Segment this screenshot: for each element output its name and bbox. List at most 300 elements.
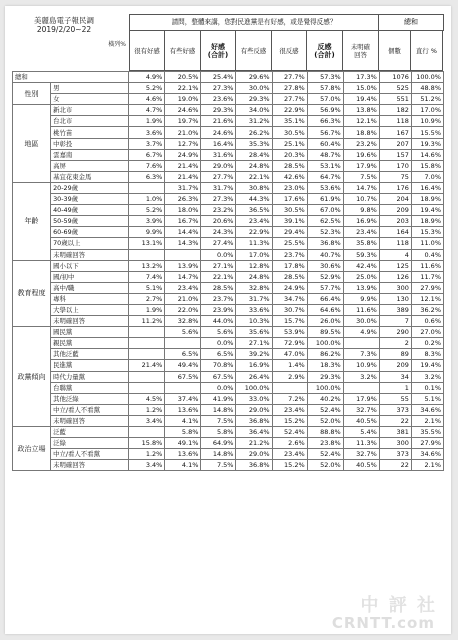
data-cell: 381	[379, 427, 411, 438]
data-cell: 36.8%	[236, 415, 272, 426]
survey-org: 美麗島電子報民調	[34, 16, 94, 25]
row-label: 其他泛綠	[51, 393, 129, 404]
data-cell: 2.9%	[272, 371, 307, 382]
data-cell: 2.1%	[411, 460, 443, 471]
data-cell: 32.7%	[343, 404, 379, 415]
table-row	[13, 271, 444, 282]
row-label: 其他泛藍	[51, 349, 129, 360]
data-cell: 34.0%	[236, 105, 272, 116]
table-header	[12, 11, 444, 71]
data-cell: 40.5%	[343, 460, 379, 471]
table-row	[13, 304, 444, 315]
data-cell: 1.0%	[129, 194, 165, 205]
data-cell: 19.4%	[411, 360, 443, 371]
table-row	[13, 249, 444, 260]
data-cell	[129, 327, 165, 338]
table-row	[13, 205, 444, 216]
data-cell: 4.1%	[165, 460, 201, 471]
data-cell: 35.5%	[411, 427, 443, 438]
data-cell: 3.9%	[129, 216, 165, 227]
data-cell: 100.0%	[411, 72, 443, 83]
data-cell: 29.0%	[236, 404, 272, 415]
row-label: 未明確回答	[51, 316, 129, 327]
data-cell: 27.3%	[201, 194, 236, 205]
row-label: 30-39歲	[51, 194, 129, 205]
data-cell: 39.2%	[236, 349, 272, 360]
data-cell: 4.6%	[129, 94, 165, 105]
data-cell: 1.2%	[129, 449, 165, 460]
data-cell: 28.4%	[236, 149, 272, 160]
data-cell: 31.7%	[236, 293, 272, 304]
data-cell: 5.4%	[343, 427, 379, 438]
data-cell: 28.5%	[272, 160, 307, 171]
data-cell: 125	[379, 260, 411, 271]
data-cell: 13.1%	[129, 238, 165, 249]
table-row	[13, 449, 444, 460]
data-cell: 52.4%	[307, 404, 343, 415]
data-cell: 118	[379, 238, 411, 249]
data-cell: 13.6%	[165, 404, 201, 415]
data-cell: 18.0%	[165, 205, 201, 216]
data-cell: 18.9%	[411, 216, 443, 227]
table-row	[13, 404, 444, 415]
watermark-url: CRNTT.com	[331, 614, 435, 632]
row-label: 時代力量黨	[51, 371, 129, 382]
data-cell: 0.2%	[411, 338, 443, 349]
data-cell: 19.4%	[343, 94, 379, 105]
table-row	[13, 216, 444, 227]
table-row	[13, 382, 444, 393]
data-cell: 525	[379, 83, 411, 94]
data-cell: 36.8%	[236, 460, 272, 471]
row-label: 台北市	[51, 116, 129, 127]
row-label: 中立/看人不看黨	[51, 449, 129, 460]
table-row	[13, 83, 444, 94]
data-cell: 30.6%	[307, 260, 343, 271]
row-label: 20-29歲	[51, 182, 129, 193]
data-cell: 36.2%	[411, 304, 443, 315]
row-label: 台聯黨	[51, 382, 129, 393]
group-label: 年齡	[13, 182, 51, 260]
data-cell: 32.8%	[165, 316, 201, 327]
data-cell: 23.4%	[165, 282, 201, 293]
data-cell: 22.0%	[165, 304, 201, 315]
data-cell: 20.6%	[201, 216, 236, 227]
data-cell: 61.9%	[307, 194, 343, 205]
group-label: 政治立場	[13, 427, 51, 471]
data-cell: 27.7%	[272, 94, 307, 105]
data-cell: 5.8%	[201, 427, 236, 438]
data-cell: 23.4%	[236, 216, 272, 227]
data-cell: 31.7%	[165, 182, 201, 193]
table-row	[13, 149, 444, 160]
data-cell: 9.9%	[129, 227, 165, 238]
data-cell: 24.6%	[201, 127, 236, 138]
data-cell: 164	[379, 227, 411, 238]
column-header: 很反感	[272, 31, 307, 71]
data-cell: 12.1%	[411, 293, 443, 304]
table-row	[13, 360, 444, 371]
data-cell: 33.6%	[236, 304, 272, 315]
column-header: 直行 %	[411, 31, 443, 71]
data-cell: 4	[379, 249, 411, 260]
table-row	[13, 260, 444, 271]
data-cell: 100.0%	[307, 338, 343, 349]
table-row	[13, 160, 444, 171]
data-cell: 30.0%	[236, 83, 272, 94]
data-cell: 51.2%	[411, 94, 443, 105]
row-label: 總和	[13, 72, 129, 83]
data-cell: 209	[379, 360, 411, 371]
data-cell: 3.7%	[129, 138, 165, 149]
table-row	[13, 327, 444, 338]
data-cell: 36.8%	[307, 238, 343, 249]
column-header: 未明確 回答	[343, 31, 379, 71]
watermark-logo: 中 評 社	[360, 595, 437, 616]
data-cell: 30.8%	[236, 182, 272, 193]
data-cell: 7.0%	[411, 171, 443, 182]
data-cell: 18.3%	[307, 360, 343, 371]
data-cell: 3.2%	[343, 371, 379, 382]
data-cell: 12.8%	[236, 260, 272, 271]
data-cell: 5.1%	[129, 282, 165, 293]
data-cell: 40.2%	[307, 393, 343, 404]
data-cell: 4.9%	[129, 72, 165, 83]
data-cell: 17.0%	[411, 105, 443, 116]
data-cell: 30.5%	[272, 127, 307, 138]
data-cell: 22.1%	[201, 271, 236, 282]
column-header: 有些好感	[165, 31, 201, 71]
data-cell: 62.5%	[307, 216, 343, 227]
data-cell: 24.9%	[165, 149, 201, 160]
data-cell: 13.9%	[343, 282, 379, 293]
data-cell: 24.9%	[272, 282, 307, 293]
data-cell: 203	[379, 216, 411, 227]
data-cell: 5.6%	[201, 327, 236, 338]
data-cell: 15.0%	[343, 83, 379, 94]
data-cell: 15.8%	[411, 160, 443, 171]
data-cell: 14.3%	[165, 238, 201, 249]
data-cell: 27.7%	[201, 171, 236, 182]
data-cell: 21.4%	[165, 171, 201, 182]
data-cell: 57.0%	[307, 94, 343, 105]
data-cell: 29.3%	[307, 371, 343, 382]
row-label: 泛綠	[51, 438, 129, 449]
data-cell: 24.8%	[236, 160, 272, 171]
data-cell: 23.4%	[272, 449, 307, 460]
data-cell: 21.6%	[201, 116, 236, 127]
table-row	[13, 72, 444, 83]
data-cell: 551	[379, 94, 411, 105]
column-header: 個數	[379, 31, 411, 71]
data-cell: 15.2%	[272, 460, 307, 471]
data-cell: 0.0%	[201, 382, 236, 393]
column-header: 反感 (合計)	[307, 31, 343, 71]
data-cell: 14.7%	[165, 271, 201, 282]
data-cell: 31.6%	[201, 149, 236, 160]
data-cell: 5.2%	[129, 83, 165, 94]
data-cell: 86.2%	[307, 349, 343, 360]
data-cell: 13.2%	[129, 260, 165, 271]
data-cell: 27.7%	[272, 72, 307, 83]
data-cell: 22.1%	[236, 171, 272, 182]
data-cell: 19.0%	[165, 94, 201, 105]
data-cell: 67.0%	[307, 205, 343, 216]
data-cell: 18.9%	[411, 194, 443, 205]
row-label: 泛藍	[51, 427, 129, 438]
data-cell: 6.5%	[165, 349, 201, 360]
data-cell: 17.6%	[272, 194, 307, 205]
data-cell	[272, 382, 307, 393]
data-cell: 34.6%	[411, 404, 443, 415]
data-cell: 12.7%	[165, 138, 201, 149]
table-row	[13, 371, 444, 382]
table-row	[13, 194, 444, 205]
group-label: 政黨傾向	[13, 327, 51, 427]
data-cell	[129, 427, 165, 438]
corner-label: 橫列%	[108, 41, 126, 48]
total-header: 總和	[379, 14, 444, 31]
survey-sheet	[5, 6, 451, 634]
data-cell: 23.9%	[201, 304, 236, 315]
data-cell: 23.7%	[201, 293, 236, 304]
data-cell: 3.4%	[129, 460, 165, 471]
data-cell: 204	[379, 194, 411, 205]
row-label: 國/初中	[51, 271, 129, 282]
data-cell: 14.6%	[411, 149, 443, 160]
data-cell: 52.4%	[272, 427, 307, 438]
data-cell: 19.6%	[343, 149, 379, 160]
data-cell: 3.6%	[129, 127, 165, 138]
data-cell: 167	[379, 127, 411, 138]
table-row	[13, 138, 444, 149]
data-cell: 300	[379, 438, 411, 449]
data-cell: 53.9%	[272, 327, 307, 338]
data-cell: 7.2%	[272, 393, 307, 404]
data-cell: 44.0%	[201, 316, 236, 327]
data-cell	[129, 371, 165, 382]
data-cell: 89	[379, 349, 411, 360]
data-cell: 31.2%	[236, 116, 272, 127]
group-label: 地區	[13, 105, 51, 183]
data-cell: 52.9%	[307, 271, 343, 282]
data-cell: 373	[379, 404, 411, 415]
table-row	[13, 182, 444, 193]
row-label: 親民黨	[51, 338, 129, 349]
data-cell: 57.8%	[307, 83, 343, 94]
data-cell: 16.4%	[411, 182, 443, 193]
group-label: 教育程度	[13, 260, 51, 327]
data-cell: 27.9%	[411, 282, 443, 293]
data-cell: 56.9%	[307, 105, 343, 116]
data-cell: 48.8%	[411, 83, 443, 94]
data-cell: 26.4%	[236, 371, 272, 382]
data-cell: 4.1%	[165, 415, 201, 426]
data-cell: 118	[379, 116, 411, 127]
data-cell: 57.7%	[307, 282, 343, 293]
data-cell: 27.1%	[201, 260, 236, 271]
data-cell: 11.6%	[343, 304, 379, 315]
data-cell: 47.0%	[272, 349, 307, 360]
data-cell	[129, 249, 165, 260]
data-cell: 23.8%	[307, 438, 343, 449]
table-row	[13, 349, 444, 360]
data-cell: 290	[379, 327, 411, 338]
data-cell: 60.4%	[307, 138, 343, 149]
data-cell: 7.4%	[129, 271, 165, 282]
data-cell: 1	[379, 382, 411, 393]
data-cell: 29.0%	[201, 160, 236, 171]
data-cell: 0.0%	[201, 338, 236, 349]
data-cell: 11.6%	[411, 260, 443, 271]
data-cell: 11.2%	[129, 316, 165, 327]
data-cell	[343, 338, 379, 349]
data-cell: 28.5%	[201, 282, 236, 293]
data-cell: 16.9%	[343, 216, 379, 227]
data-cell: 27.9%	[411, 438, 443, 449]
row-label: 大學以上	[51, 304, 129, 315]
data-cell: 21.2%	[236, 438, 272, 449]
data-cell: 15.7%	[272, 316, 307, 327]
data-cell: 34	[379, 371, 411, 382]
data-cell: 67.5%	[165, 371, 201, 382]
row-label: 女	[51, 94, 129, 105]
column-header: 有些反感	[236, 31, 272, 71]
data-cell: 6.7%	[129, 149, 165, 160]
data-cell: 2.1%	[411, 415, 443, 426]
data-cell: 4.9%	[343, 327, 379, 338]
data-cell: 7.6%	[129, 160, 165, 171]
data-cell: 23.6%	[201, 94, 236, 105]
data-cell: 7.5%	[201, 415, 236, 426]
data-cell: 21.0%	[165, 293, 201, 304]
data-cell: 5.6%	[165, 327, 201, 338]
data-cell: 3.4%	[129, 415, 165, 426]
table-row	[13, 227, 444, 238]
data-cell: 31.7%	[201, 182, 236, 193]
row-label: 未明確回答	[51, 415, 129, 426]
data-cell: 21.4%	[165, 160, 201, 171]
data-cell: 11.3%	[236, 238, 272, 249]
table-row	[13, 460, 444, 471]
data-cell: 17.3%	[343, 72, 379, 83]
data-cell: 34.7%	[272, 293, 307, 304]
data-cell	[165, 382, 201, 393]
table-row	[13, 116, 444, 127]
data-cell: 27.8%	[272, 83, 307, 94]
data-cell: 4.5%	[129, 393, 165, 404]
data-cell: 209	[379, 205, 411, 216]
data-cell: 23.2%	[343, 138, 379, 149]
table-row	[13, 393, 444, 404]
data-cell: 42.4%	[343, 260, 379, 271]
row-label: 國小以下	[51, 260, 129, 271]
data-cell: 7	[379, 316, 411, 327]
data-cell: 5.2%	[129, 205, 165, 216]
data-cell	[129, 349, 165, 360]
data-cell: 20.5%	[165, 72, 201, 83]
data-cell: 170	[379, 160, 411, 171]
table-row	[13, 171, 444, 182]
data-cell: 9.8%	[343, 205, 379, 216]
data-cell: 29.0%	[236, 449, 272, 460]
data-cell: 22.9%	[272, 105, 307, 116]
data-cell: 20.3%	[272, 149, 307, 160]
column-header: 很有好感	[129, 31, 165, 71]
data-cell: 12.1%	[343, 116, 379, 127]
data-cell: 23.4%	[343, 227, 379, 238]
data-cell: 16.9%	[236, 360, 272, 371]
data-cell: 66.4%	[307, 293, 343, 304]
data-cell: 27.4%	[201, 238, 236, 249]
data-cell: 14.8%	[201, 404, 236, 415]
data-cell: 300	[379, 282, 411, 293]
row-label: 專科	[51, 293, 129, 304]
data-cell: 41.9%	[201, 393, 236, 404]
data-cell: 40.7%	[307, 249, 343, 260]
data-cell: 24.6%	[165, 105, 201, 116]
data-cell: 7.5%	[201, 460, 236, 471]
data-cell: 16.7%	[165, 216, 201, 227]
row-label: 高屏	[51, 160, 129, 171]
data-cell: 17.9%	[343, 160, 379, 171]
data-cell: 21.0%	[165, 127, 201, 138]
row-label: 高中/職	[51, 282, 129, 293]
data-cell: 44.3%	[236, 194, 272, 205]
data-cell: 389	[379, 304, 411, 315]
data-cell: 57.3%	[307, 72, 343, 83]
data-cell: 27.0%	[411, 327, 443, 338]
data-cell: 21.4%	[129, 360, 165, 371]
data-cell: 0.0%	[201, 249, 236, 260]
data-cell: 23.7%	[272, 249, 307, 260]
data-cell: 18.8%	[343, 127, 379, 138]
data-cell: 88.8%	[307, 427, 343, 438]
data-cell: 17.9%	[343, 393, 379, 404]
data-cell: 70.8%	[201, 360, 236, 371]
table-row	[13, 427, 444, 438]
table-row	[13, 238, 444, 249]
data-cell: 53.1%	[307, 160, 343, 171]
data-cell: 6.3%	[129, 171, 165, 182]
table-row	[13, 438, 444, 449]
data-cell: 1076	[379, 72, 411, 83]
data-cell: 19.3%	[411, 138, 443, 149]
data-cell: 26.0%	[307, 316, 343, 327]
data-cell: 4.7%	[129, 105, 165, 116]
table-row	[13, 316, 444, 327]
data-cell: 100.0%	[307, 382, 343, 393]
data-cell: 1.4%	[272, 360, 307, 371]
data-cell: 13.8%	[343, 105, 379, 116]
data-cell: 373	[379, 449, 411, 460]
data-cell: 0.1%	[411, 382, 443, 393]
data-cell: 52.0%	[307, 415, 343, 426]
data-cell: 10.3%	[236, 316, 272, 327]
data-cell: 75	[379, 171, 411, 182]
row-label: 新北市	[51, 105, 129, 116]
data-cell: 25.0%	[343, 271, 379, 282]
data-cell: 67.5%	[201, 371, 236, 382]
data-cell: 52.4%	[307, 449, 343, 460]
data-cell: 6.5%	[201, 349, 236, 360]
data-cell: 30.0%	[343, 316, 379, 327]
data-table	[12, 71, 444, 471]
data-cell: 36.5%	[236, 205, 272, 216]
data-cell: 35.3%	[236, 138, 272, 149]
data-cell: 15.8%	[129, 438, 165, 449]
row-label: 未明確回答	[51, 460, 129, 471]
